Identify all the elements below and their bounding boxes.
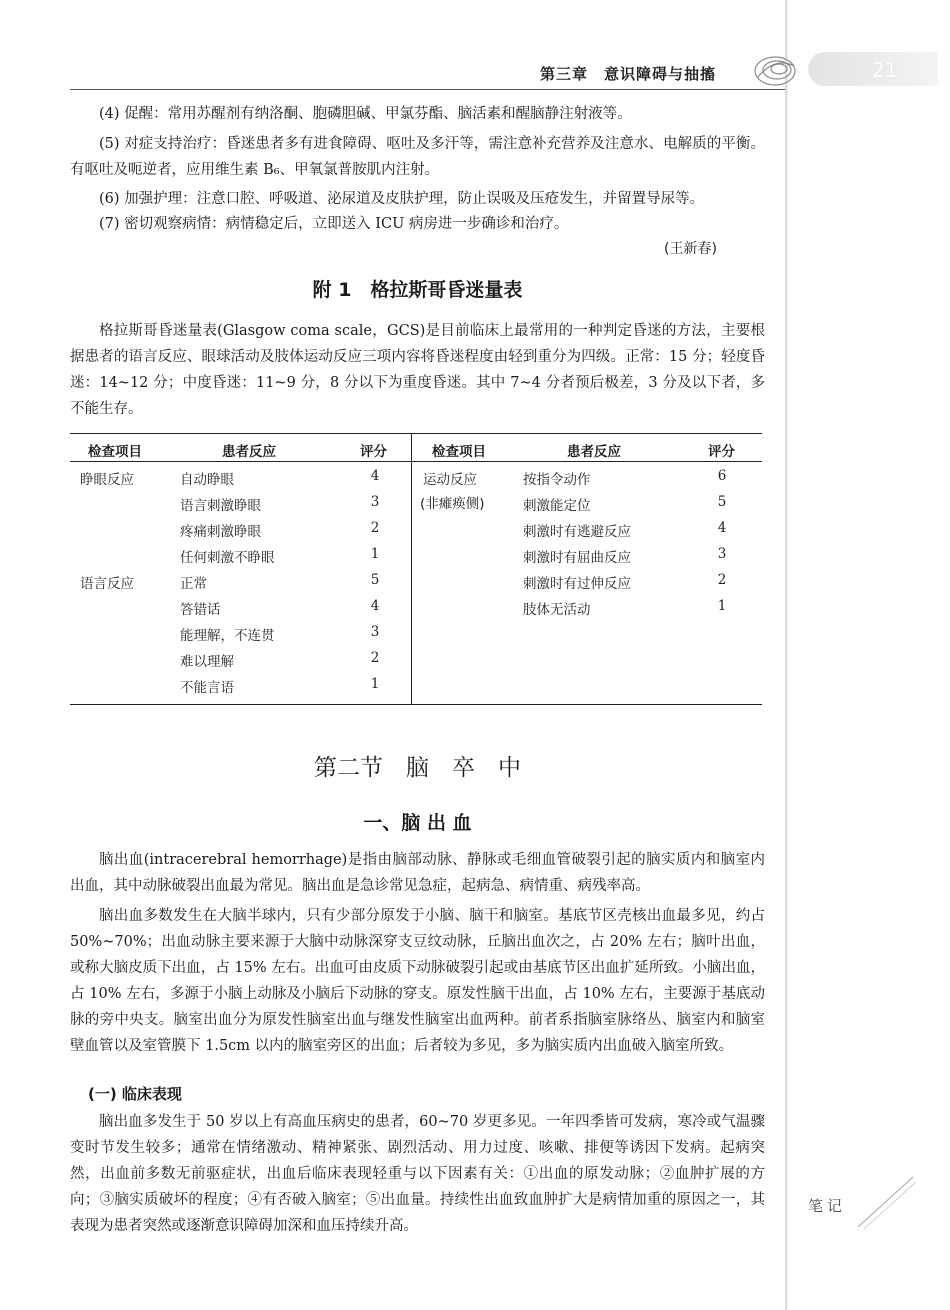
col-header-score-left: 评分: [360, 444, 387, 460]
location-paragraph: 脑出血多数发生在大脑半球内，只有少部分原发于小脑、脑干和脑室。基底节区壳核出血最多见，约占 50%~70%；出血动脉主要来源于大脑中动脉深穿支豆纹动脉，丘脑出血次之，占 20% 左右；脑叶出血，或称大脑皮质下出血，占 15% 左右。出血可由皮质下动脉破裂引起或由基底节区出血扩延所致。小脑出血，占 10% 左右，多源于小脑上动脉及小脑后下动脉的穿支。原发性脑干出血，占 10% 左右，主要源于基底动脉的旁中央支。脑室出血分为原发性脑室出血与继发性脑室出血两种。前者系指脑室脉络丛、脑室内和脑室壁血管以及室管膜下 1.5cm 以内的脑室旁区的出血；后者较为多见，多为脑实质内出血破入脑室所致。: [70, 908, 765, 1054]
clinical-heading: (一) 临床表现: [88, 1085, 182, 1103]
col-header-score-right: 评分: [708, 444, 735, 460]
table-row-score: 3: [717, 546, 727, 562]
table-center-rule: [411, 434, 412, 704]
table-row-score: 1: [370, 546, 380, 562]
table-row-score: 6: [717, 468, 727, 484]
table-row-response: 疼痛刺激睁眼: [180, 524, 261, 540]
table-row-score: 3: [370, 624, 380, 640]
table-row-response: 语言刺激睁眼: [180, 498, 261, 514]
subsection-title: 一、脑 出 血: [363, 812, 472, 834]
verbal-response-item: 语言反应: [80, 576, 134, 592]
swirl-logo-icon: [752, 48, 798, 94]
motor-response-item: 运动反应: [423, 472, 477, 488]
table-header-rule: [70, 461, 762, 462]
col-header-item-right: 检查项目: [432, 444, 486, 460]
section-title: 第二节 脑 卒 中: [314, 755, 521, 781]
pencil-icon: [828, 1172, 918, 1232]
col-header-response-left: 患者反应: [222, 444, 276, 460]
gcs-table: [70, 433, 762, 705]
col-header-response-right: 患者反应: [567, 444, 621, 460]
table-row-response: 刺激时有逃避反应: [523, 524, 631, 540]
appendix-title: 附 1 格拉斯哥昏迷量表: [312, 279, 523, 301]
treatment-item-7: (7) 密切观察病情：病情稳定后，立即送入 ICU 病房进一步确诊和治疗。: [99, 216, 569, 232]
table-row-response: 不能言语: [180, 680, 234, 696]
table-row-score: 2: [370, 520, 380, 536]
table-row-score: 4: [370, 468, 380, 484]
appendix-intro: 格拉斯哥昏迷量表(Glasgow coma scale，GCS)是目前临床上最常用的一种判定昏迷的方法，主要根据患者的语言反应、眼球活动及肢体运动反应三项内容将昏迷程度由轻到重分为四级。正常：15 分；轻度昏迷：14~12 分；中度昏迷：11~9 分，8 分以下为重度昏迷。其中 7~4 分者预后极差，3 分及以下者，多不能生存。: [70, 323, 765, 417]
table-row-score: 2: [370, 650, 380, 666]
treatment-item-4: (4) 促醒：常用苏醒剂有纳洛酮、胞磷胆碱、甲氯芬酯、脑活素和醒脑静注射液等。: [99, 106, 632, 122]
clinical-paragraph: 脑出血多发生于 50 岁以上有高血压病史的患者，60~70 岁更多见。一年四季皆可发病，寒冷或气温骤变时节发生较多；通常在情绪激动、精神紧张、剧烈活动、用力过度、咳嗽、排便等诱因下发病。起病突然，出血前多数无前驱症状，出血后临床表现轻重与以下因素有关：①出血的原发动脉；②血肿扩展的方向；③脑实质破坏的程度；④有否破入脑室；⑤出血量。持续性出血致血肿扩大是病情加重的原因之一，其表现为患者突然或逐渐意识障碍加深和血压持续升高。: [70, 1114, 765, 1234]
header-divider: [70, 89, 785, 90]
table-row-score: 4: [370, 598, 380, 614]
table-row-score: 1: [717, 598, 727, 614]
table-row-response: 肢体无活动: [523, 602, 591, 618]
table-row-response: 难以理解: [180, 654, 234, 670]
col-header-item-left: 检查项目: [88, 444, 142, 460]
table-row-response: 任何刺激不睁眼: [180, 550, 275, 566]
chapter-header: 第三章 意识障碍与抽搐: [540, 65, 717, 83]
notes-label: 笔记: [808, 1197, 847, 1215]
eye-response-item: 睁眼反应: [80, 472, 134, 488]
table-row-response: 按指令动作: [523, 472, 591, 488]
table-row-response: 自动睁眼: [180, 472, 234, 488]
notes-margin: [788, 0, 950, 1310]
table-row-response: 答错话: [180, 602, 221, 618]
table-row-response: 正常: [180, 576, 207, 592]
table-row-response: 能理解，不连贯: [180, 628, 275, 644]
table-row-response: 刺激能定位: [523, 498, 591, 514]
treatment-item-5: (5) 对症支持治疗：昏迷患者多有进食障碍、呕吐及多汗等，需注意补充营养及注意水、电解质的平衡。有呕吐及呃逆者，应用维生素 B₆、甲氧氯普胺肌内注射。: [70, 136, 765, 178]
table-row-response: 刺激时有过伸反应: [523, 576, 631, 592]
author-credit: (王新春): [664, 241, 717, 257]
treatment-item-6: (6) 加强护理：注意口腔、呼吸道、泌尿道及皮肤护理，防止误吸及压疮发生，并留置导尿等。: [99, 191, 705, 207]
table-row-score: 3: [370, 494, 380, 510]
table-row-score: 5: [717, 494, 727, 510]
page-number: 21: [872, 58, 898, 82]
motor-response-note: (非瘫痪侧): [420, 496, 485, 512]
definition-paragraph: 脑出血(intracerebral hemorrhage)是指由脑部动脉、静脉或毛细血管破裂引起的脑实质内和脑室内出血，其中动脉破裂出血最为常见。脑出血是急诊常见急症，起病急、病情重、病残率高。: [70, 852, 765, 894]
table-row-score: 5: [370, 572, 380, 588]
table-row-score: 2: [717, 572, 727, 588]
table-row-score: 4: [717, 520, 727, 536]
table-row-response: 刺激时有屈曲反应: [523, 550, 631, 566]
table-row-score: 1: [370, 676, 380, 692]
